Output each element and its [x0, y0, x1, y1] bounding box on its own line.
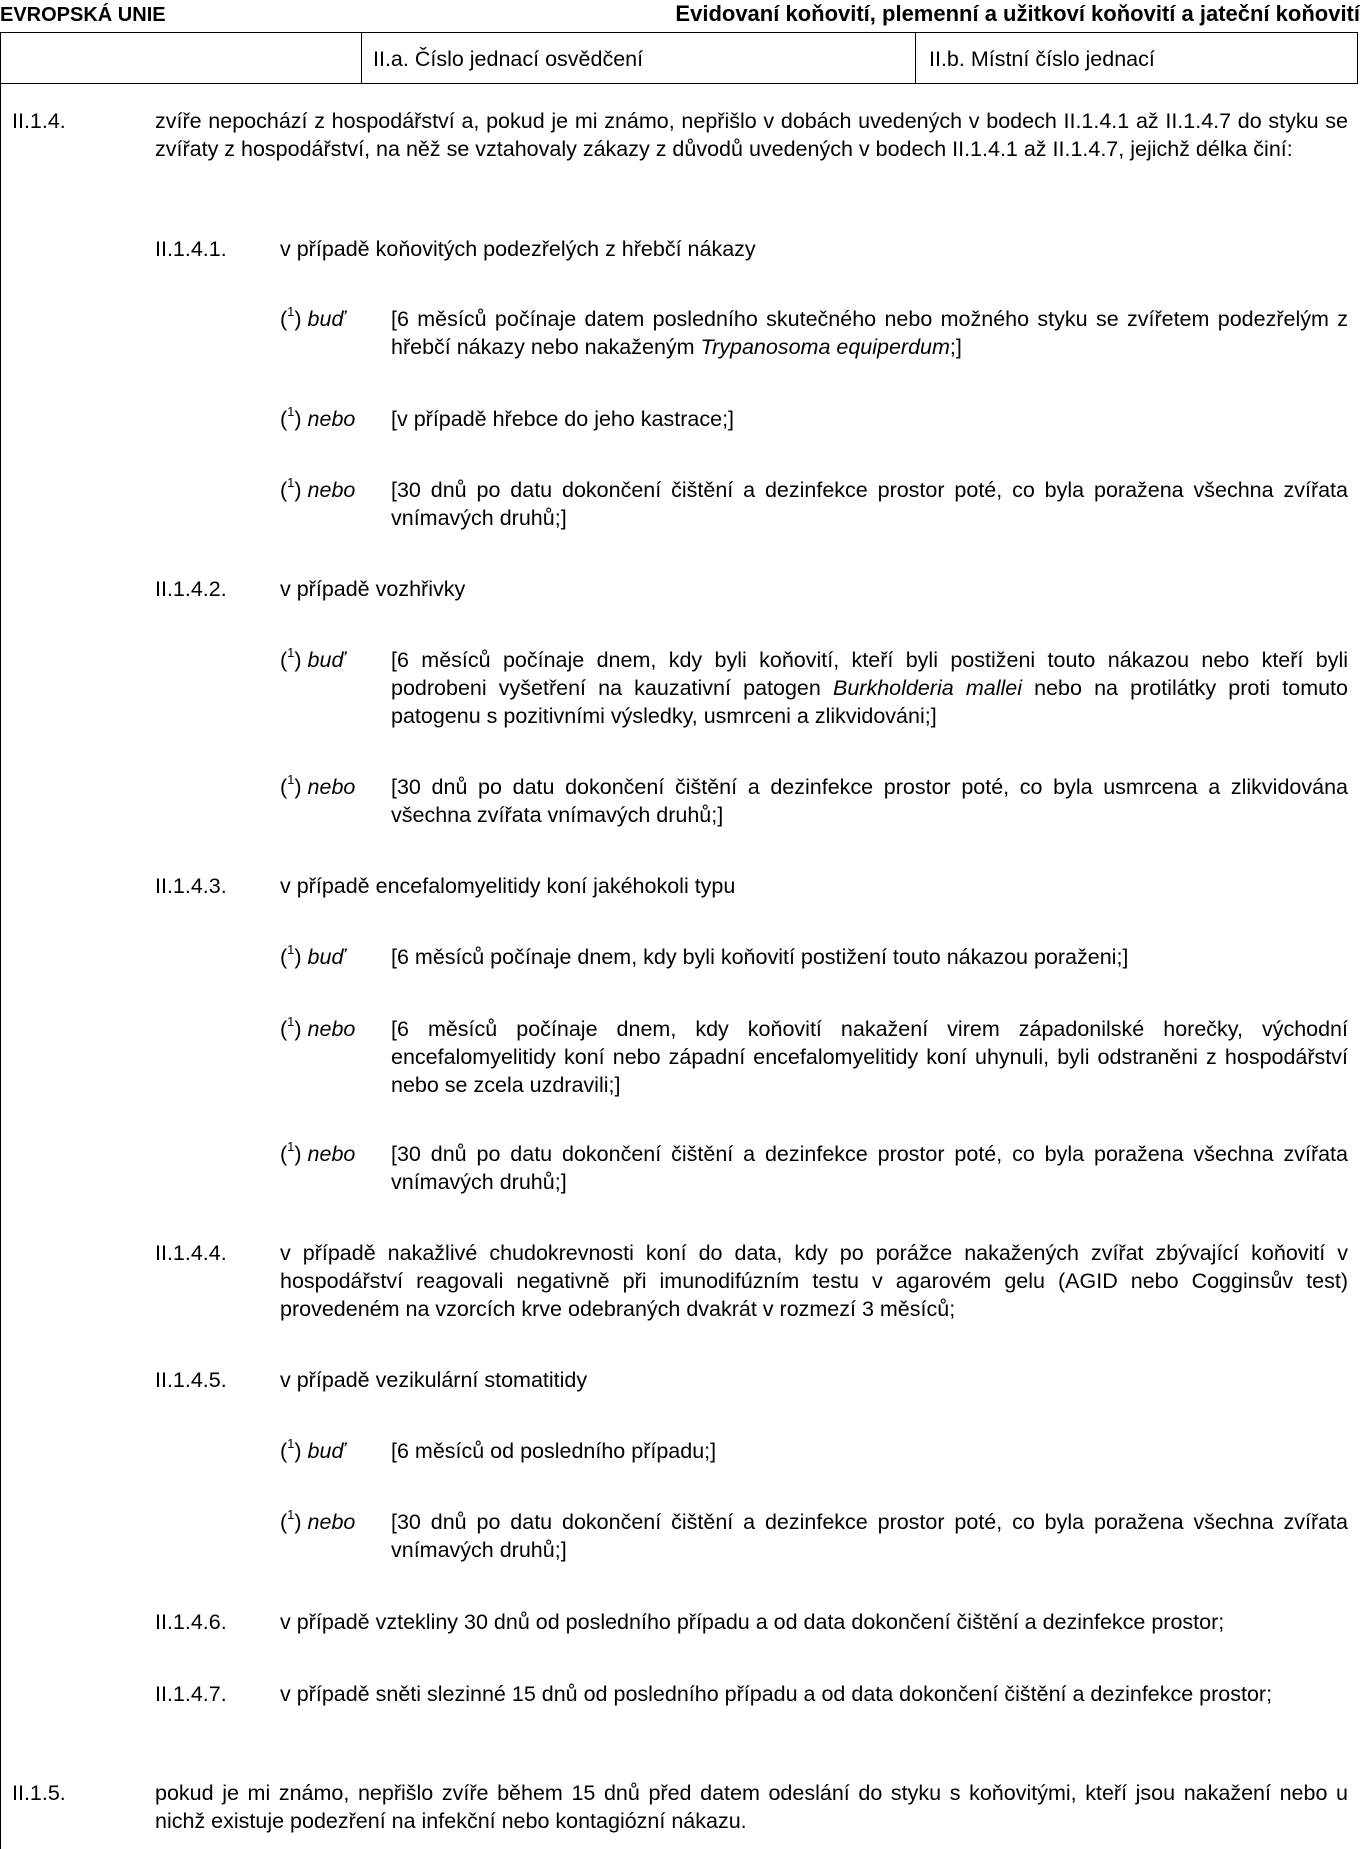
option-text: [6 měsíců počínaje dnem, kdy byli koňovití postižení touto nákazou poraženi;] — [391, 945, 1129, 969]
local-reference-label: II.b. Místní číslo jednací — [929, 47, 1155, 71]
option-text: [6 měsíců počínaje dnem, kdy byli koňovití, kteří byli postiženi touto nákazou nebo kteří byli podrobeni vyšetření na kauzativní patogen Burkholderia mallei nebo na protilátky proti tomuto patogenu s pozitivními výsledky, usmrceni a zlikvidováni;] — [391, 648, 1348, 728]
left-border — [0, 84, 1, 1849]
subsection-text: v případě nakažlivé chudokrevnosti koní do data, kdy po porážce nakažených zvířat zbývající koňovití v hospodářství reagovali negativně při imunodifúzním testu v agarovém gelu (AGID nebo Cogginsův test) provedeném na vzorcích krve odebraných dvakrát v rozmezí 3 měsíců; — [280, 1241, 1348, 1321]
page-header — [0, 0, 1360, 34]
option-label: ($^1$) buď — [280, 942, 345, 969]
subsection-number: II.1.4.4. — [155, 1241, 227, 1265]
divider — [361, 33, 362, 83]
option-text: [6 měsíců počínaje dnem, kdy koňovití nakažení virem západonilské horečky, východní encefalomyelitidy koní nebo západní encefalomyelitidy koní uhynuli, byli odstraněni z hospodářství nebo se zcela uzdravili;] — [391, 1017, 1348, 1097]
option-text: [v případě hřebce do jeho kastrace;] — [391, 407, 735, 431]
option-label: ($^1$) nebo — [280, 1507, 356, 1534]
subsection-text: v případě vztekliny 30 dnů od posledního případu a od data dokončení čištění a dezinfekce prostor; — [280, 1610, 1225, 1634]
subsection-number: II.1.4.3. — [155, 874, 227, 898]
section-text: zvíře nepochází z hospodářství a, pokud je mi známo, nepřišlo v dobách uvedených v bodech II.1.4.1 až II.1.4.7 do styku se zvířaty z hospodářství, na něž se vztahovaly zákazy z důvodů uvedených v bodech II.1.4.1 až II.1.4.7, jejichž délka činí: — [155, 109, 1348, 161]
option-text: [30 dnů po datu dokončení čištění a dezinfekce prostor poté, co byla poražena všechna zvířata vnímavých druhů;] — [391, 1142, 1348, 1194]
option-label: ($^1$) buď — [280, 304, 345, 331]
option-label: ($^1$) nebo — [280, 1139, 356, 1166]
subsection-number: II.1.4.2. — [155, 577, 227, 601]
eu-label: EVROPSKÁ UNIE — [0, 4, 166, 26]
option-label: ($^1$) buď — [280, 1436, 345, 1463]
subsection-text: v případě koňovitých podezřelých z hřebčí nákazy — [280, 237, 756, 261]
option-label: ($^1$) buď — [280, 645, 345, 672]
subsection-text: v případě vozhřivky — [280, 577, 466, 601]
certificate-title: Evidovaní koňovití, plemenní a užitkoví koňovití a jateční koňovití — [675, 1, 1360, 26]
option-label: ($^1$) nebo — [280, 772, 356, 799]
section-text: pokud je mi známo, nepřišlo zvíře během 15 dnů před datem odeslání do styku s koňovitými, kteří jsou nakažení nebo u nichž existuje podezření na infekční nebo kontagiózní nákazu. — [155, 1781, 1348, 1833]
option-text: [30 dnů po datu dokončení čištění a dezinfekce prostor poté, co byla usmrcena a zlikvidována všechna zvířata vnímavých druhů;] — [391, 775, 1348, 827]
option-text: [30 dnů po datu dokončení čištění a dezinfekce prostor poté, co byla poražena všechna zvířata vnímavých druhů;] — [391, 478, 1348, 530]
subsection-text: v případě sněti slezinné 15 dnů od posledního případu a od data dokončení čištění a dezinfekce prostor; — [280, 1682, 1273, 1706]
subsection-text: v případě encefalomyelitidy koní jakéhokoli typu — [280, 874, 736, 898]
option-label: ($^1$) nebo — [280, 1014, 356, 1041]
subsection-number: II.1.4.6. — [155, 1610, 227, 1634]
certificate-reference-label: II.a. Číslo jednací osvědčení — [373, 47, 644, 71]
option-label: ($^1$) nebo — [280, 404, 356, 431]
section-number: II.1.4. — [12, 109, 66, 133]
subsection-text: v případě vezikulární stomatitidy — [280, 1368, 588, 1392]
option-text: [6 měsíců počínaje datem posledního skutečného nebo možného styku se zvířetem podezřelým z hřebčí nákazy nebo nakaženým Trypanosoma equiperdum;] — [391, 307, 1348, 359]
subsection-number: II.1.4.5. — [155, 1368, 227, 1392]
reference-number-box — [0, 32, 1358, 84]
subsection-number: II.1.4.7. — [155, 1682, 227, 1706]
section-number: II.1.5. — [12, 1781, 66, 1805]
option-text: [6 měsíců od posledního případu;] — [391, 1439, 717, 1463]
divider — [915, 33, 916, 83]
option-label: ($^1$) nebo — [280, 475, 356, 502]
subsection-number: II.1.4.1. — [155, 237, 227, 261]
option-text: [30 dnů po datu dokončení čištění a dezinfekce prostor poté, co byla poražena všechna zvířata vnímavých druhů;] — [391, 1510, 1348, 1562]
